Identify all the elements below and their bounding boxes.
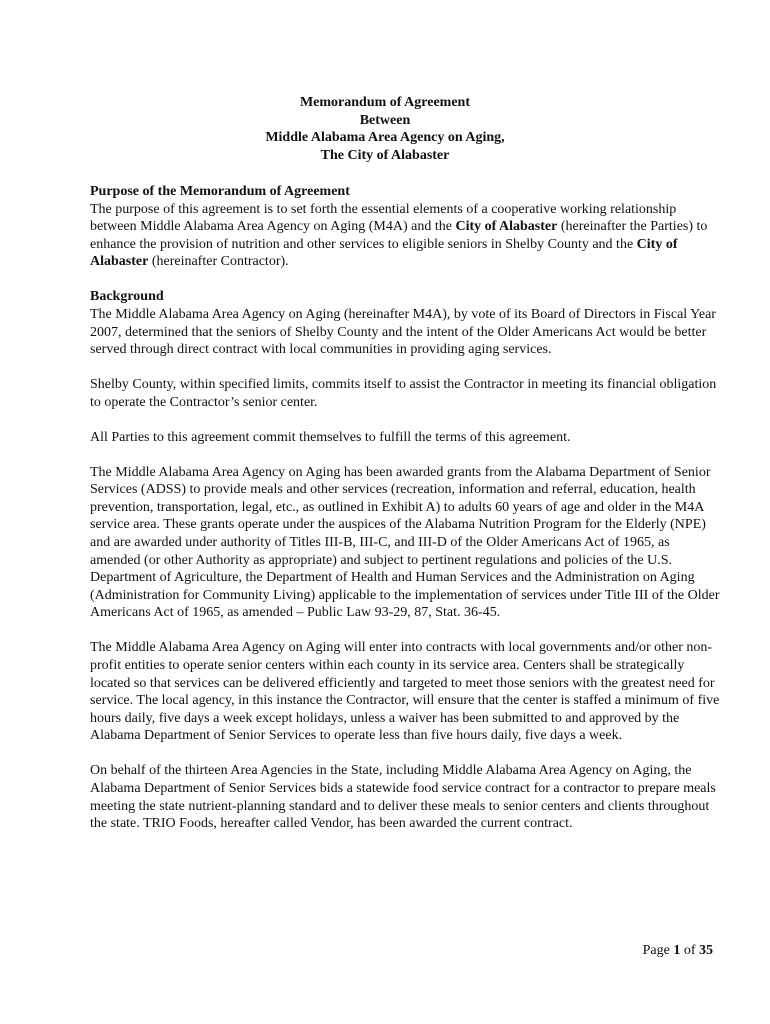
background-para-4: The Middle Alabama Area Agency on Aging has been awarded grants from the Alabama Department of Senior Services (ADSS) to provide meals and other services (recreation, information and referral, education, health prevention, transportation, legal, etc., as outlined in Exhibit A) to adults 60 years of age and older in the M4A service area. These grants operate under the auspices of the Alabama Nutrition Program for the Elderly (NPE) and are awarded under authority of Titles III-B, III-C, and III-D of the Older Americans Act of 1965, as amended (or other Authority as appropriate) and subject to pertinent regulations and policies of the U.S. Department of Agriculture, the Department of Health and Human Services and the Administration on Aging (Administration for Community Living) applicable to the implementation of services under Title III of the Older Americans Act of 1965, as amended – Public Law 93-29, 87, Stat. 36-45. [90, 464, 720, 621]
purpose-city-2: City of Alabaster [90, 236, 678, 270]
purpose-text-a: The purpose of this agreement is to set forth the essential elements of a cooperative working relationship between Middle Alabama Area Agency on Aging (M4A) and the [90, 201, 677, 235]
background-para-3: All Parties to this agreement commit themselves to fulfill the terms of this agreement. [90, 429, 571, 445]
background-para-2: Shelby County, within specified limits, commits itself to assist the Contractor in meeting its financial obligation to operate the Contractor’s senior center. [90, 377, 717, 410]
title-line-4: The City of Alabaster [320, 147, 450, 163]
purpose-section [90, 183, 722, 271]
background-para-5: The Middle Alabama Area Agency on Aging will enter into contracts with local governments and/or other non-profit entities to operate senior centers within each county in its service area. Centers shall be strategically located so that services can be delivered efficiently and targeted to meet those seniors with the greatest need for service. The local agency, in this instance the Contractor, will ensure that the center is staffed a minimum of five hours daily, five days a week except holidays, unless a waiver has been submitted to and approved by the Alabama Department of Senior Services to operate less than five hours daily, five days a week. [90, 640, 720, 744]
page-footer [643, 942, 713, 960]
footer-total-pages: 35 [699, 943, 713, 958]
background-para-6: On behalf of the thirteen Area Agencies in the State, including Middle Alabama Area Agency on Aging, the Alabama Department of Senior Services bids a statewide food service contract for a contractor to prepare meals meeting the state nutrient-planning standard and to deliver these meals to senior centers and clients throughout the state. TRIO Foods, hereafter called Vendor, has been awarded the current contract. [90, 763, 716, 832]
footer-of-word: of [683, 943, 696, 958]
purpose-heading: Purpose of the Memorandum of Agreement [90, 184, 350, 199]
purpose-city-1: City of Alabaster [455, 219, 558, 235]
background-para-1: The Middle Alabama Area Agency on Aging (hereinafter M4A), by vote of its Board of Directors in Fiscal Year 2007, determined that the seniors of Shelby County and the intent of the Older Americans Act would be better served through direct contract with local communities in providing aging services. [90, 306, 716, 358]
title-line-3: Middle Alabama Area Agency on Aging, [265, 130, 505, 145]
title-line-2: Between [359, 112, 411, 128]
title-line-1: Memorandum of Agreement [299, 95, 471, 110]
purpose-text-b: (hereinafter the Parties) to enhance the provision of nutrition and other services to eligible seniors in Shelby County and the [90, 219, 708, 252]
background-heading: Background [90, 289, 164, 305]
footer-page-word: Page [642, 943, 670, 958]
footer-page-number: 1 [673, 943, 681, 958]
background-section [90, 288, 722, 358]
purpose-text-c: (hereinafter Contractor). [148, 254, 289, 270]
document-body [90, 183, 722, 850]
document-title [0, 94, 770, 164]
